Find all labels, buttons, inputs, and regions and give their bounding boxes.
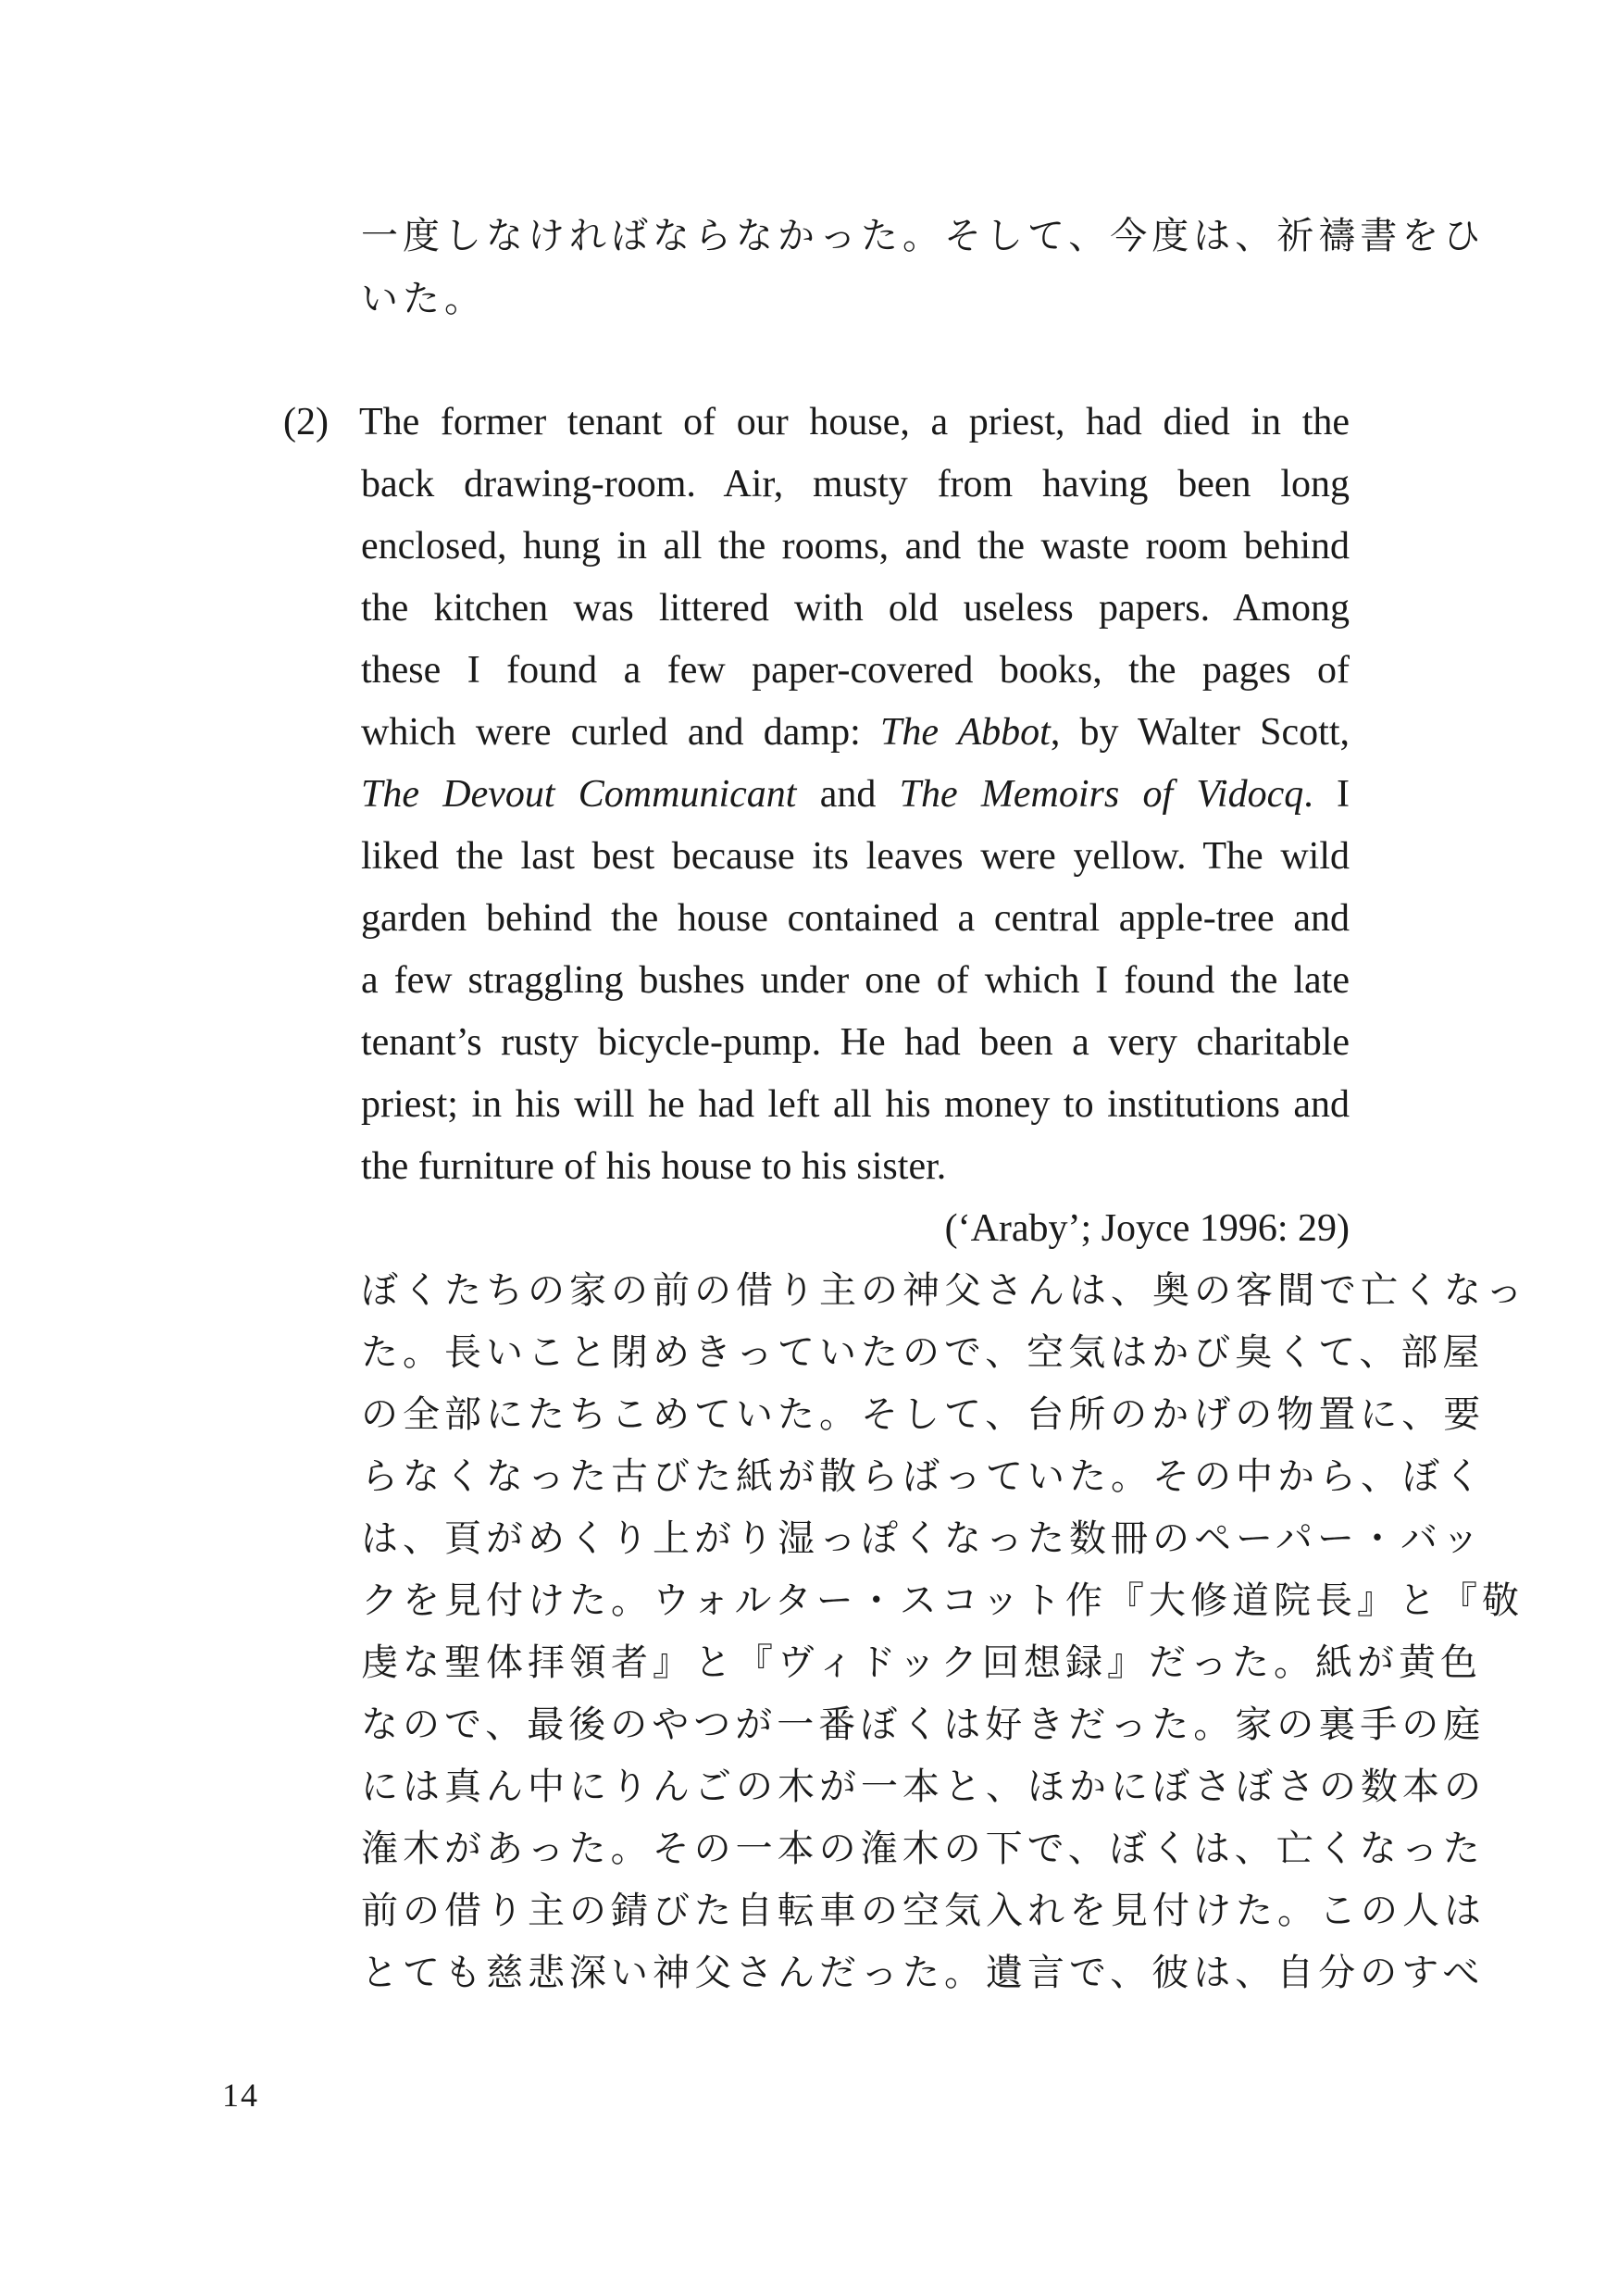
en-line-6-text-a: which were curled and damp: <box>361 711 880 754</box>
en-line-7-text-mid: and <box>796 773 900 816</box>
en-line-2: back drawing-room. Air, musty from having been long <box>361 463 1350 505</box>
intro-jp-line-2: いた。 <box>361 278 486 320</box>
en-line-4: the kitchen was littered with old useless papers. Among <box>361 587 1350 630</box>
jp-line-1: ぼくたちの家の前の借り主の神父さんは、奥の客間で亡くなっ <box>361 1269 1527 1312</box>
jp-line-6: クを見付けた。ウォルター・スコット作『大修道院長』と『敬 <box>361 1579 1524 1622</box>
en-line-3: enclosed, hung in all the rooms, and the waste room behind <box>361 525 1350 568</box>
book-title-devout-communicant: The Devout Communicant <box>361 773 797 816</box>
book-title-memoirs-of-vidocq: The Memoirs of Vidocq <box>899 773 1304 816</box>
en-line-12: priest; in his will he had left all his money to institutions and <box>361 1083 1350 1126</box>
en-line-7-text-end: . I <box>1303 773 1350 816</box>
jp-line-10: 潅木があった。その一本の潅木の下で、ぼくは、亡くなった <box>361 1828 1485 1870</box>
jp-line-3: の全部にたちこめていた。そして、台所のかげの物置に、要 <box>361 1393 1486 1436</box>
jp-line-11: 前の借り主の錆びた自転車の空気入れを見付けた。この人は <box>361 1890 1486 1932</box>
jp-line-4: らなくなった古びた紙が散らばっていた。その中から、ぼく <box>361 1455 1486 1498</box>
en-line-6 <box>361 710 1350 755</box>
book-title-the-abbot: The Abbot <box>880 711 1051 754</box>
example-number: (2) <box>283 401 329 443</box>
en-line-8: liked the last best because its leaves were yellow. The wild <box>361 835 1350 878</box>
jp-line-2: た。長いこと閉めきっていたので、空気はかび臭くて、部屋 <box>361 1331 1485 1374</box>
en-line-1: The former tenant of our house, a priest, had died in the <box>359 401 1350 443</box>
en-line-11: tenant’s rusty bicycle-pump. He had been a very charitable <box>361 1021 1350 1064</box>
jp-line-5: は、頁がめくり上がり湿っぽくなった数冊のペーパー・バッ <box>361 1517 1484 1560</box>
en-line-6-text-b: , by Walter Scott, <box>1050 711 1350 754</box>
en-line-13: the furniture of his house to his sister. <box>361 1145 947 1188</box>
jp-line-12: とても慈悲深い神父さんだった。遺言で、彼は、自分のすべ <box>361 1952 1485 1994</box>
page-number: 14 <box>222 2077 259 2114</box>
jp-line-9: には真ん中にりんごの木が一本と、ほかにぼさぼさの数本の <box>361 1766 1486 1808</box>
en-line-9: garden behind the house contained a central apple-tree and <box>361 897 1350 940</box>
en-line-7 <box>361 772 1350 817</box>
intro-jp-line-1: 一度しなければならなかった。そして、今度は、祈禱書をひ <box>361 215 1486 257</box>
jp-line-8: なので、最後のやつが一番ぼくは好きだった。家の裏手の庭 <box>361 1703 1486 1746</box>
en-line-10: a few straggling bushes under one of which I found the late <box>361 959 1350 1002</box>
jp-line-7: 虔な聖体拝領者』と『ヴィドック回想録』だった。紙が黄色 <box>361 1641 1482 1684</box>
en-line-5: these I found a few paper-covered books, the pages of <box>361 649 1350 692</box>
citation: (‘Araby’; Joyce 1996: 29) <box>944 1207 1350 1250</box>
